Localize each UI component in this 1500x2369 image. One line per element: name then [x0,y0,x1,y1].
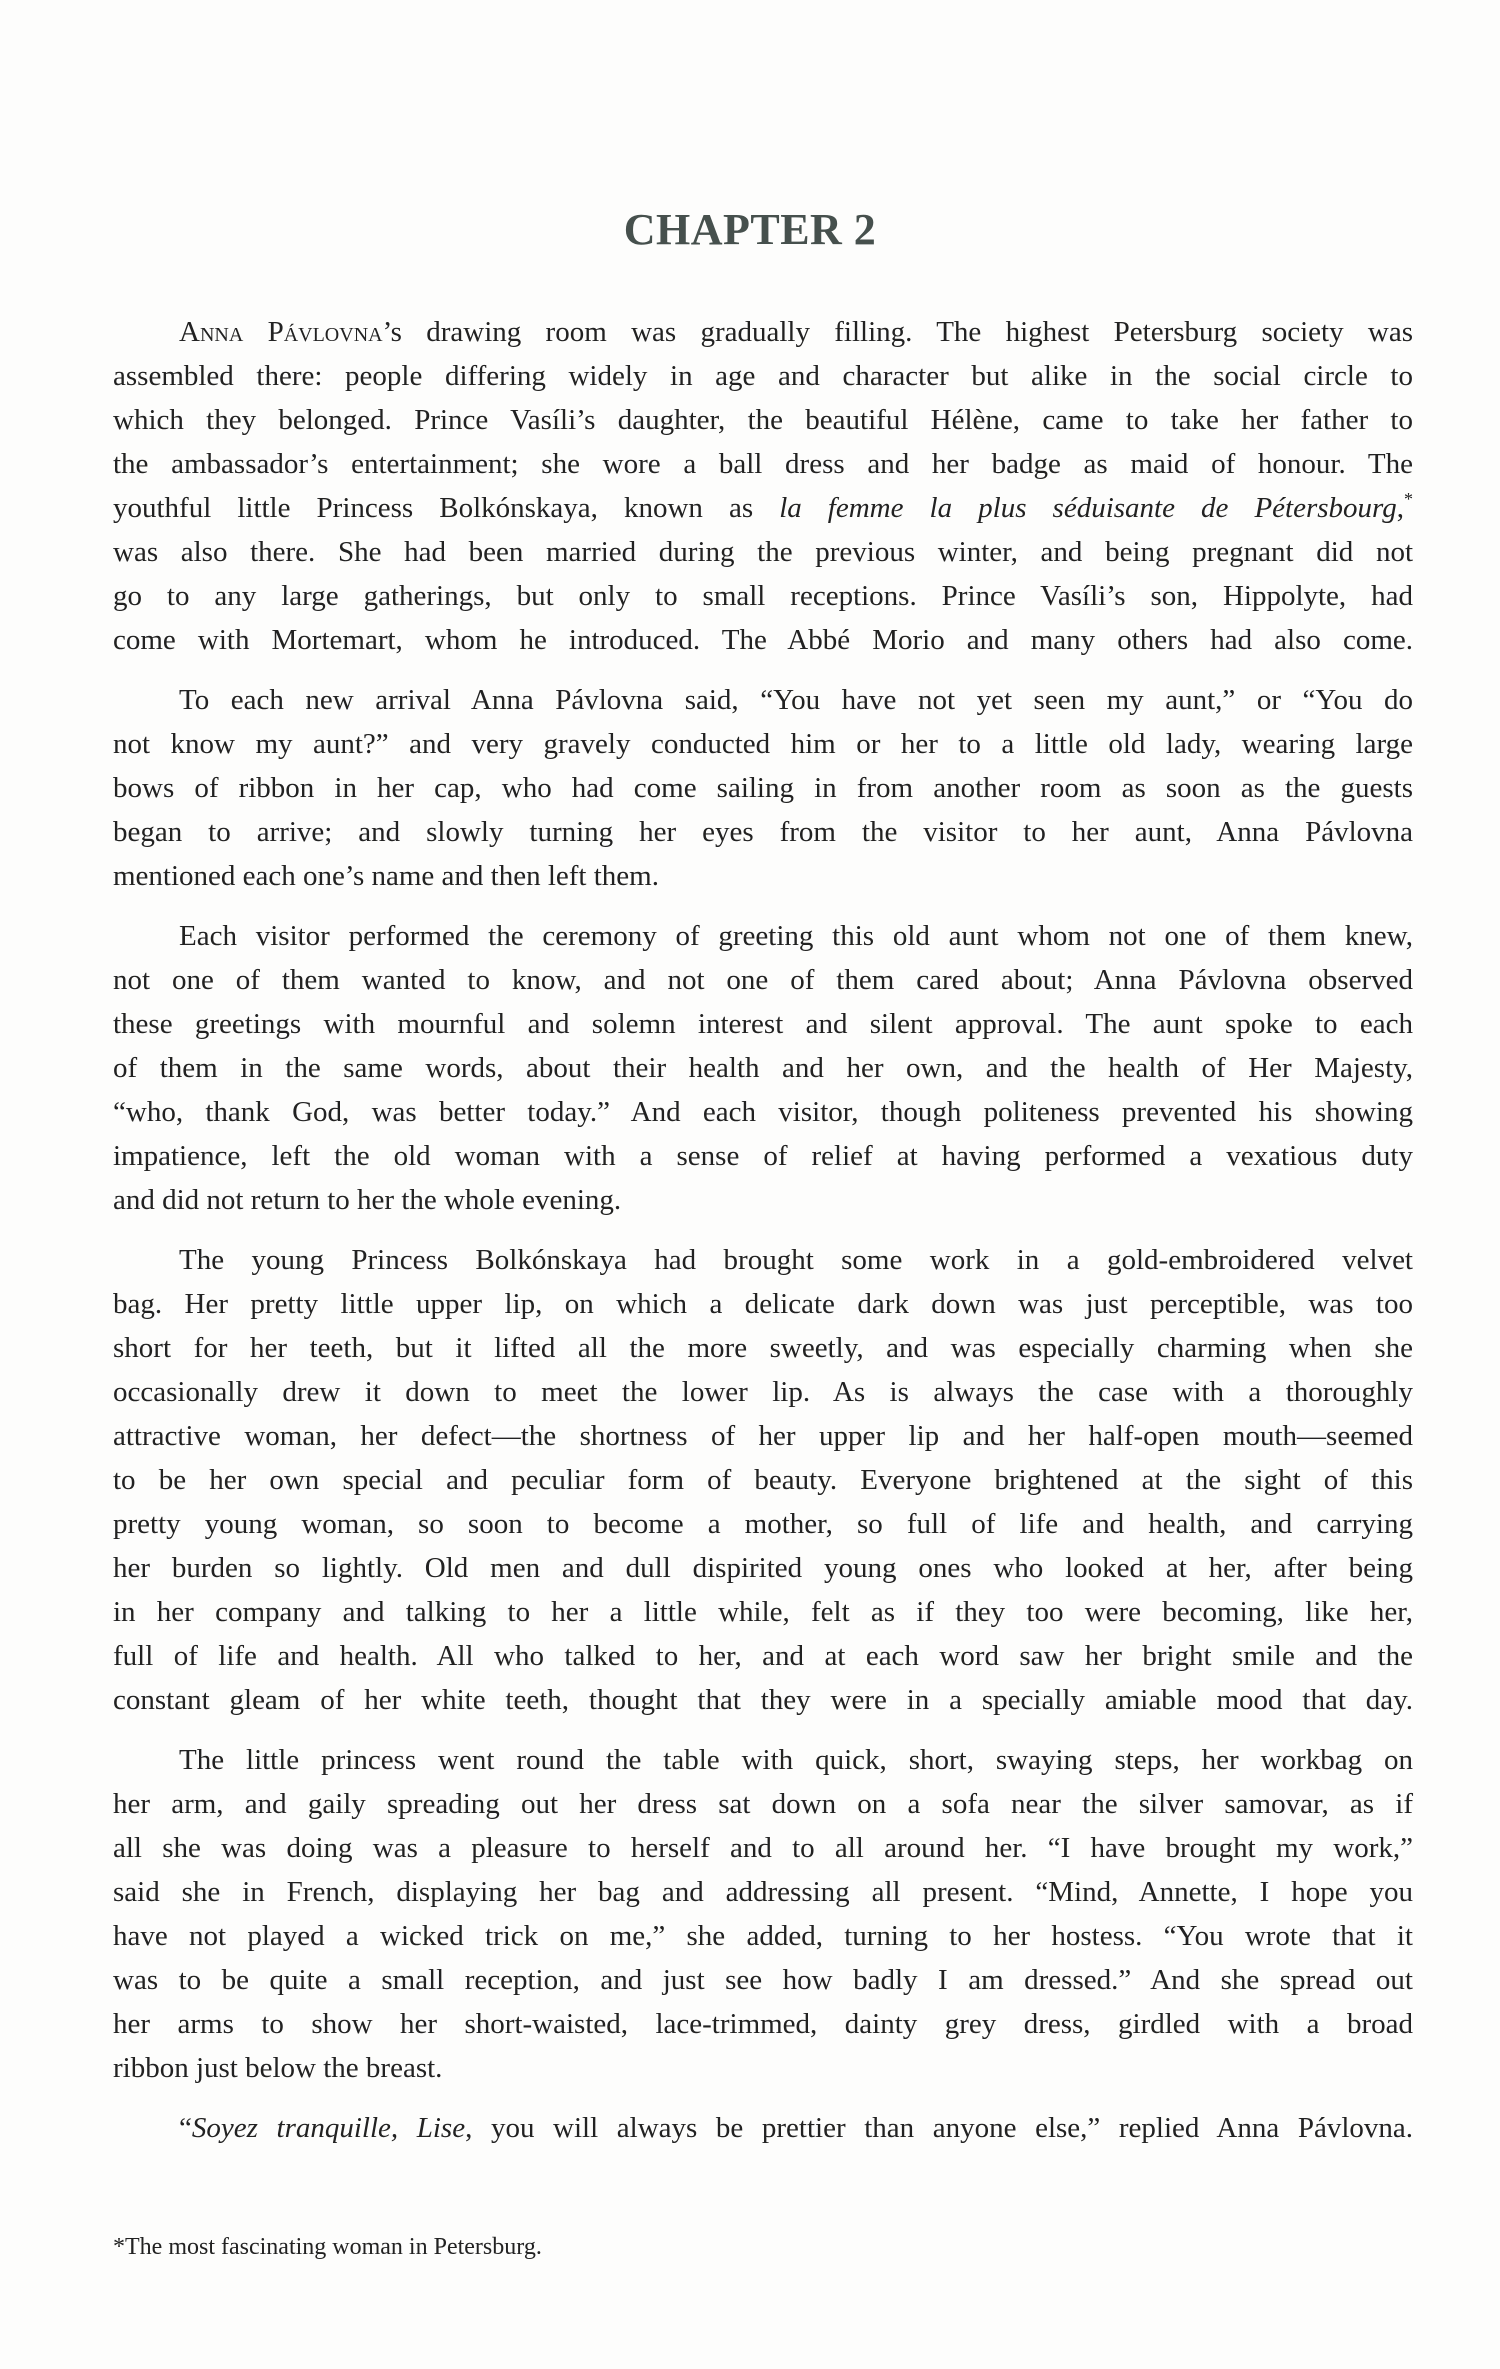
text-line [113,1678,1413,1722]
text-run: short for her teeth, but it lifted all the more sweetly, and was especially charming when she [113,1332,1413,1364]
text-line [113,1414,1413,1458]
text-line [113,1090,1413,1134]
text-run: Each visitor performed the ceremony of greeting this old aunt whom not one of them knew, [179,920,1413,952]
text-line [113,1546,1413,1590]
text-line [113,810,1413,854]
text-run: to be her own special and peculiar form of beauty. Everyone brightened at the sight of this [113,1464,1413,1496]
chapter-body [113,310,1413,2150]
text-run: attractive woman, her defect—the shortness of her upper lip and her half-open mouth—seemed [113,1420,1413,1452]
text-run: “who, thank God, was better today.” And each visitor, though politeness prevented his showing [113,1096,1413,1128]
text-run: and did not return to her the whole evening. [113,1184,622,1216]
text-run: in her company and talking to her a little while, felt as if they too were becoming, like her, [113,1596,1413,1628]
paragraph [113,1738,1413,2090]
text-run: ’s drawing room was gradually filling. The highest Petersburg society was [382,316,1413,348]
text-run: come with Mortemart, whom he introduced. The Abbé Morio and many others had also come. [113,624,1413,656]
text-run: constant gleam of her white teeth, thought that they were in a specially amiable mood that day. [113,1684,1413,1716]
text-run: these greetings with mournful and solemn interest and silent approval. The aunt spoke to each [113,1008,1413,1040]
footnote: *The most fascinating woman in Petersburg. [113,2234,542,2260]
text-line [113,2106,1413,2150]
text-line [113,722,1413,766]
text-run: her arms to show her short-waisted, lace-trimmed, dainty grey dress, girdled with a broad [113,2008,1413,2040]
paragraph [113,914,1413,1222]
text-run: The young Princess Bolkónskaya had brought some work in a gold-embroidered velvet [179,1244,1413,1276]
text-line [113,442,1413,486]
text-run: was to be quite a small reception, and just see how badly I am dressed.” And she spread out [113,1964,1413,1996]
text-run: To each new arrival Anna Pávlovna said, “You have not yet seen my aunt,” or “You do [179,684,1413,716]
text-line [113,618,1413,662]
text-line [113,1134,1413,1178]
text-line [113,530,1413,574]
text-line [113,574,1413,618]
text-run: go to any large gatherings, but only to small receptions. Prince Vasíli’s son, Hippolyte, had [113,580,1413,612]
text-run: mentioned each one’s name and then left them. [113,860,659,892]
text-run: her arm, and gaily spreading out her dress sat down on a sofa near the silver samovar, as if [113,1788,1413,1820]
chapter-title: CHAPTER 2 [623,205,877,254]
text-run: pretty young woman, so soon to become a mother, so full of life and health, and carrying [113,1508,1413,1540]
text-line [113,354,1413,398]
text-line [113,1634,1413,1678]
text-run: have not played a wicked trick on me,” she added, turning to her hostess. “You wrote that it [113,1920,1413,1952]
paragraph [113,1238,1413,1722]
text-line [113,1870,1413,1914]
text-line [113,1370,1413,1414]
text-line [113,1046,1413,1090]
footnote-marker: * [1404,489,1413,509]
italic-text: Soyez tranquille, Lise [191,2112,466,2144]
text-line [113,854,1413,898]
text-run: bag. Her pretty little upper lip, on which a delicate dark down was just perceptible, was too [113,1288,1413,1320]
paragraph [113,678,1413,898]
text-line [113,1826,1413,1870]
text-line [113,486,1413,530]
paragraph [113,2106,1413,2150]
text-run: The little princess went round the table with quick, short, swaying steps, her workbag on [179,1744,1413,1776]
text-run: said she in French, displaying her bag and addressing all present. “Mind, Annette, I hope you [113,1876,1413,1908]
text-run: not know my aunt?” and very gravely conducted him or her to a little old lady, wearing large [113,728,1413,760]
text-run: youthful little Princess Bolkónskaya, known as [113,492,780,524]
text-run: the ambassador’s entertainment; she wore a ball dress and her badge as maid of honour. The [113,448,1413,480]
text-line [113,766,1413,810]
text-line [113,1590,1413,1634]
text-run: ribbon just below the breast. [113,2052,443,2084]
text-line [113,1738,1413,1782]
text-line [113,958,1413,1002]
text-run: full of life and health. All who talked to her, and at each word saw her bright smile and the [113,1640,1413,1672]
text-run: assembled there: people differing widely in age and character but alike in the social circle to [113,360,1413,392]
text-line [113,1958,1413,2002]
text-line [113,398,1413,442]
text-line [113,1458,1413,1502]
text-line [113,310,1413,354]
text-run: began to arrive; and slowly turning her eyes from the visitor to her aunt, Anna Pávlovna [113,816,1413,848]
text-line [113,1914,1413,1958]
text-line [113,678,1413,722]
text-run: all she was doing was a pleasure to herself and to all around her. “I have brought my work,” [113,1832,1413,1864]
text-run: , you will always be prettier than anyone else,” replied Anna Pávlovna. [465,2112,1413,2144]
text-run: “ [179,2112,192,2144]
text-line [113,1502,1413,1546]
text-line [113,1178,1413,1222]
paragraph [113,310,1413,662]
text-run: of them in the same words, about their health and her own, and the health of Her Majesty, [113,1052,1413,1084]
text-run: not one of them wanted to know, and not one of them cared about; Anna Pávlovna observed [113,964,1413,996]
text-line [113,914,1413,958]
text-line [113,1326,1413,1370]
small-caps-text: Anna Pávlovna [179,316,383,348]
text-run: , [1396,492,1404,524]
italic-text: la femme la plus séduisante de Pétersbourg [779,492,1397,524]
text-run: was also there. She had been married during the previous winter, and being pregnant did not [113,536,1413,568]
text-run: impatience, left the old woman with a sense of relief at having performed a vexatious duty [113,1140,1413,1172]
text-line [113,1238,1413,1282]
text-run: bows of ribbon in her cap, who had come sailing in from another room as soon as the guests [113,772,1413,804]
text-run: her burden so lightly. Old men and dull dispirited young ones who looked at her, after being [113,1552,1413,1584]
text-line [113,1282,1413,1326]
text-line [113,2002,1413,2046]
text-line [113,1782,1413,1826]
text-run: occasionally drew it down to meet the lower lip. As is always the case with a thoroughly [113,1376,1413,1408]
text-line [113,2046,1413,2090]
text-line [113,1002,1413,1046]
text-run: which they belonged. Prince Vasíli’s daughter, the beautiful Hélène, came to take her father to [113,404,1413,436]
